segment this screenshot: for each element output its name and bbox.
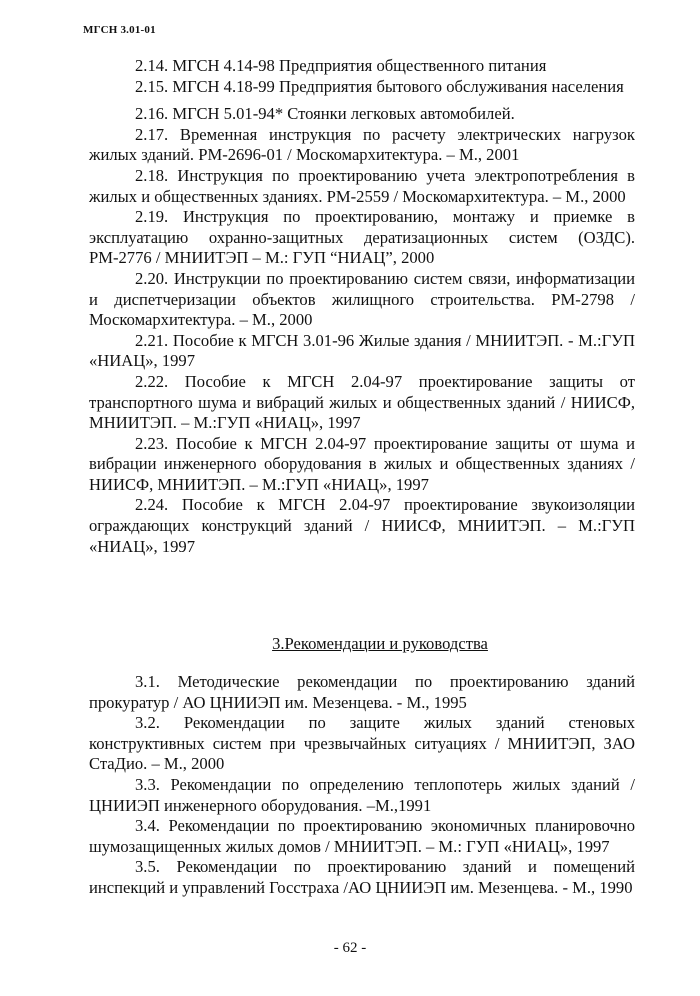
recommendation-item: 3.2. Рекомендации по защите жилых зданий стеновых конструктивных систем при чрезвычайных ситуациях / МНИИТЭП, ЗАО СтаДио. – М., 2000 xyxy=(89,713,635,774)
reference-item: 2.24. Пособие к МГСН 2.04-97 проектирование звукоизоляции ограждающих конструкций зданий / НИИСФ, МНИИТЭП. – М.:ГУП «НИАЦ», 1997 xyxy=(89,495,635,556)
document-code-header: МГСН 3.01-01 xyxy=(83,24,156,36)
reference-item: 2.17. Временная инструкция по расчету электрических нагрузок жилых зданий. РМ-2696-01 / Москомархитектура. – М., 2001 xyxy=(89,124,635,165)
reference-item: 2.16. МГСН 5.01-94* Стоянки легковых автомобилей. xyxy=(135,104,515,124)
recommendation-item: 3.4. Рекомендации по проектированию экономичных планировочно шумозащищенных жилых домов / МНИИТЭП. – М.: ГУП «НИАЦ», 1997 xyxy=(89,816,635,856)
references-list xyxy=(89,56,635,557)
reference-item: 2.21. Пособие к МГСН 3.01-96 Жилые здания / МНИИТЭП. - М.:ГУП «НИАЦ», 1997 xyxy=(89,330,635,371)
recommendation-item: 3.1. Методические рекомендации по проектированию зданий прокуратур / АО ЦНИИЭП им. Мезенцева. - М., 1995 xyxy=(89,672,635,712)
section-heading: 3.Рекомендации и руководства xyxy=(272,634,488,653)
recommendations-list xyxy=(89,672,635,899)
page-number: - 62 - xyxy=(333,940,367,956)
reference-item: 2.19. Инструкция по проектированию, монтажу и приемке в эксплуатацию охранно-защитных дератизационных систем (ОЗДС). РМ-2776 / МНИИТЭП – М.: ГУП “НИАЦ”, 2000 xyxy=(89,207,635,268)
reference-item: 2.15. МГСН 4.18-99 Предприятия бытового обслуживания населения xyxy=(135,76,624,96)
reference-item: 2.22. Пособие к МГСН 2.04-97 проектирование защиты от транспортного шума и вибраций жилых и общественных зданий / НИИСФ, МНИИТЭП. – М.:ГУП «НИАЦ», 1997 xyxy=(89,371,635,433)
reference-item: 2.20. Инструкции по проектированию систем связи, информатизации и диспетчеризации объектов жилищного строительства. РМ-2798 / Москомархитектура. – М., 2000 xyxy=(89,268,635,330)
recommendation-item: 3.5. Рекомендации по проектированию зданий и помещений инспекций и управлений Госстраха /АО ЦНИИЭП им. Мезенцева. - М., 1990 xyxy=(89,857,635,897)
reference-item: 2.14. МГСН 4.14-98 Предприятия общественного питания xyxy=(135,56,547,75)
reference-item: 2.18. Инструкция по проектированию учета электропотребления в жилых и общественных зданиях. РМ-2559 / Москомархитектура. – М., 2000 xyxy=(89,165,635,206)
recommendation-item: 3.3. Рекомендации по определению теплопотерь жилых зданий / ЦНИИЭП инженерного оборудования. –М.,1991 xyxy=(89,774,635,815)
reference-item: 2.23. Пособие к МГСН 2.04-97 проектирование защиты от шума и вибрации инженерного оборудования в жилых и общественных зданиях / НИИСФ, МНИИТЭП. – М.:ГУП «НИАЦ», 1997 xyxy=(89,433,635,494)
